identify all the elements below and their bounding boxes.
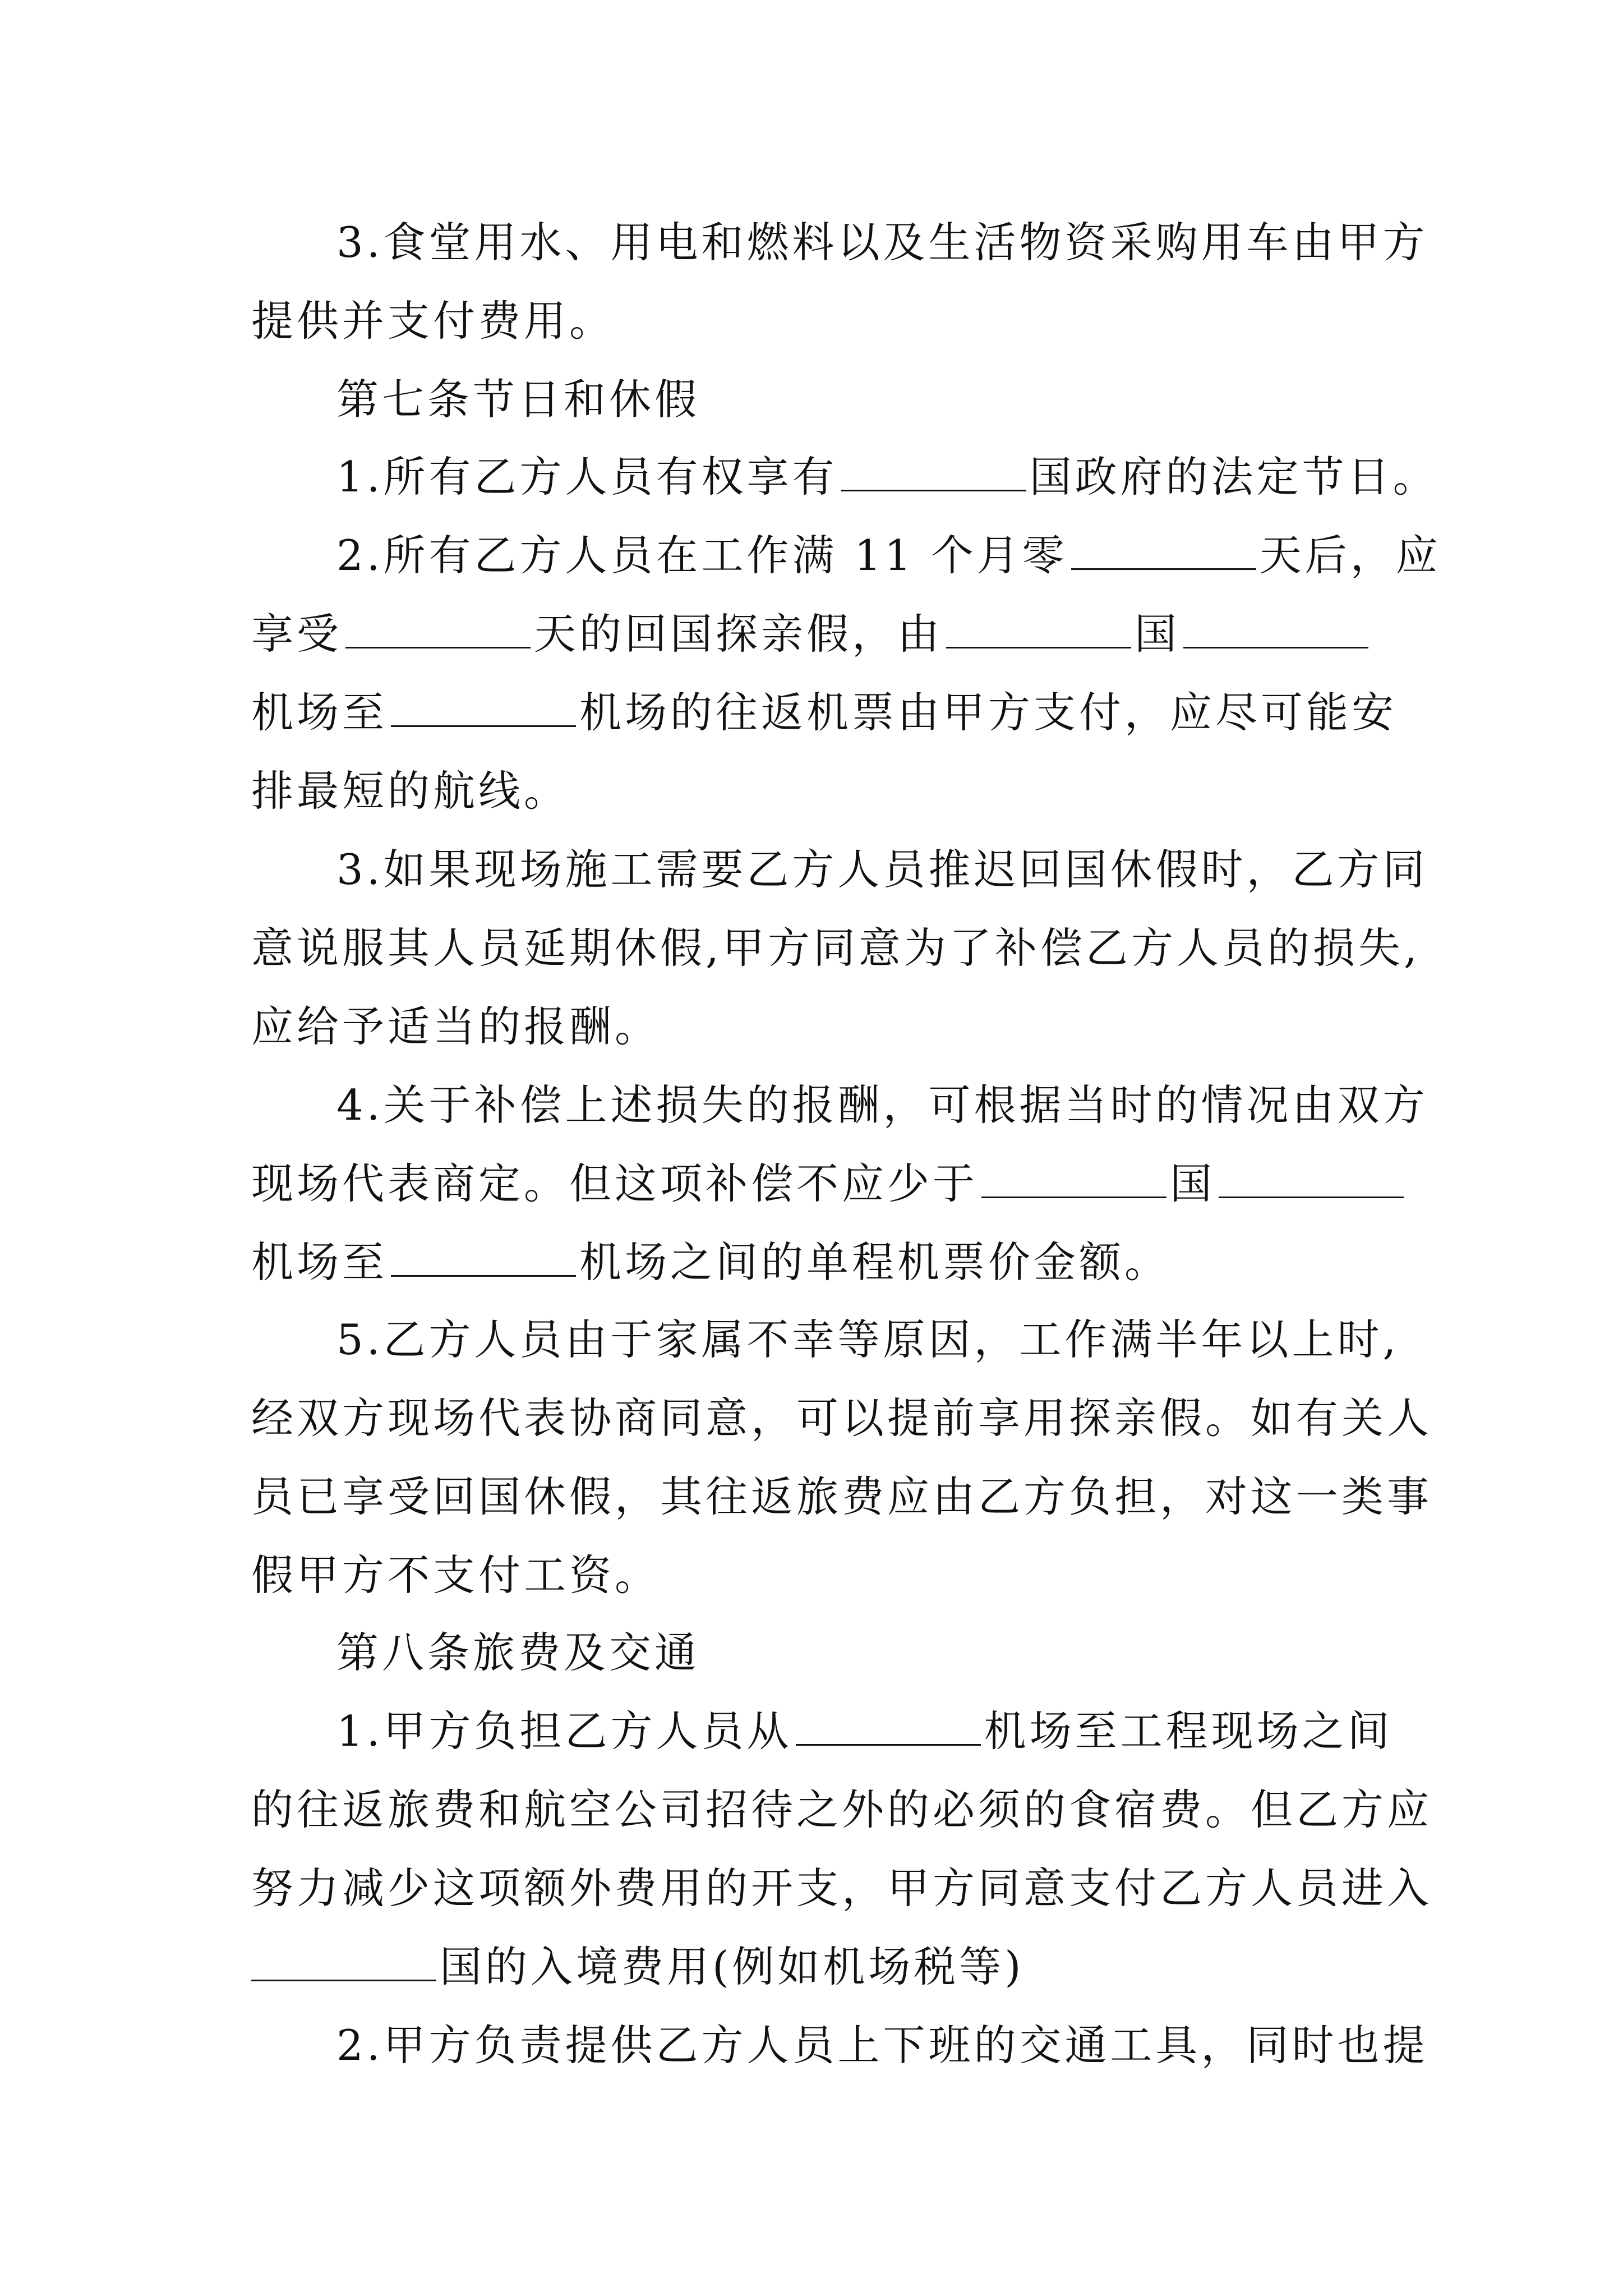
fill-in-blank[interactable] (391, 686, 576, 727)
paragraph-line (251, 1234, 1378, 1290)
paragraph-line: 排最短的航线。 (251, 766, 570, 816)
fill-in-blank[interactable] (1183, 608, 1368, 648)
fill-in-blank[interactable] (981, 1157, 1166, 1198)
paragraph-line: 意说服其人员延期休假,甲方同意为了补偿乙方人员的损失, (251, 923, 1421, 973)
paragraph-line: 假甲方不支付工资。 (251, 1550, 661, 1600)
paragraph-line: 3.食堂用水、用电和燃料以及生活物资采购用车由甲方 (336, 218, 1428, 267)
paragraph-line (336, 449, 1464, 505)
paragraph-line: 3.如果现场施工需要乙方人员推迟回国休假时，乙方同 (336, 845, 1428, 894)
text-segment: 国政府的法定节日。 (1029, 452, 1438, 501)
text-segment: 天的回国探亲假，由 (534, 609, 943, 659)
section-heading: 第七条节日和休假 (336, 375, 700, 424)
paragraph-line: 5.乙方人员由于家属不幸等原因，工作满半年以上时, (336, 1315, 1400, 1364)
fill-in-blank[interactable] (391, 1236, 576, 1277)
text-segment: 机场至 (251, 688, 388, 737)
paragraph-line (336, 1703, 1464, 1759)
fill-in-blank[interactable] (841, 450, 1026, 491)
paragraph-line: 努力减少这项额外费用的开支，甲方同意支付乙方人员进入 (251, 1864, 1433, 1913)
text-segment: 2.所有乙方人员在工作满 11 个月零 (336, 531, 1068, 580)
fill-in-blank[interactable] (946, 608, 1131, 648)
paragraph-line (251, 1156, 1378, 1212)
text-segment: 机场之间的单程机票价金额。 (579, 1237, 1170, 1287)
text-segment: 机场至 (251, 1237, 388, 1287)
paragraph-line (251, 684, 1398, 740)
paragraph-line: 经双方现场代表协商同意，可以提前享用探亲假。如有关人 (251, 1393, 1433, 1443)
text-segment: 1.所有乙方人员有权享有 (336, 452, 838, 501)
text-segment: 机场至工程现场之间 (984, 1706, 1393, 1756)
text-segment: 国 (1170, 1159, 1216, 1208)
paragraph-line: 员已享受回国休假，其往返旅费应由乙方负担，对这一类事 (251, 1472, 1433, 1521)
paragraph-line (251, 606, 1378, 662)
paragraph-line (336, 527, 1464, 583)
text-segment: 国 (1135, 609, 1181, 659)
text-segment: 机场的往返机票由甲方支付，应尽可能安 (579, 688, 1398, 737)
fill-in-blank[interactable] (251, 1940, 436, 1981)
section-heading: 第八条旅费及交通 (336, 1628, 700, 1677)
text-segment: 国的入境费用(例如机场税等) (440, 1942, 1025, 1991)
fill-in-blank[interactable] (1071, 529, 1256, 570)
paragraph-line: 应给予适当的报酬。 (251, 1002, 661, 1051)
paragraph-line: 2.甲方负责提供乙方人员上下班的交通工具，同时也提 (336, 2021, 1428, 2070)
fill-in-blank[interactable] (1219, 1157, 1404, 1198)
paragraph-line: 4.关于补偿上述损失的报酬，可根据当时的情况由双方 (336, 1080, 1428, 1130)
text-segment: 1.甲方负担乙方人员从 (336, 1706, 792, 1756)
fill-in-blank[interactable] (345, 608, 531, 648)
text-segment: 天后，应 (1259, 531, 1441, 580)
text-segment: 享受 (251, 609, 343, 659)
fill-in-blank[interactable] (796, 1705, 981, 1746)
paragraph-line (251, 1939, 1378, 1995)
text-segment: 现场代表商定。但这项补偿不应少于 (251, 1159, 979, 1208)
paragraph-line: 的往返旅费和航空公司招待之外的必须的食宿费。但乙方应 (251, 1785, 1433, 1834)
paragraph-line: 提供并支付费用。 (251, 296, 615, 346)
